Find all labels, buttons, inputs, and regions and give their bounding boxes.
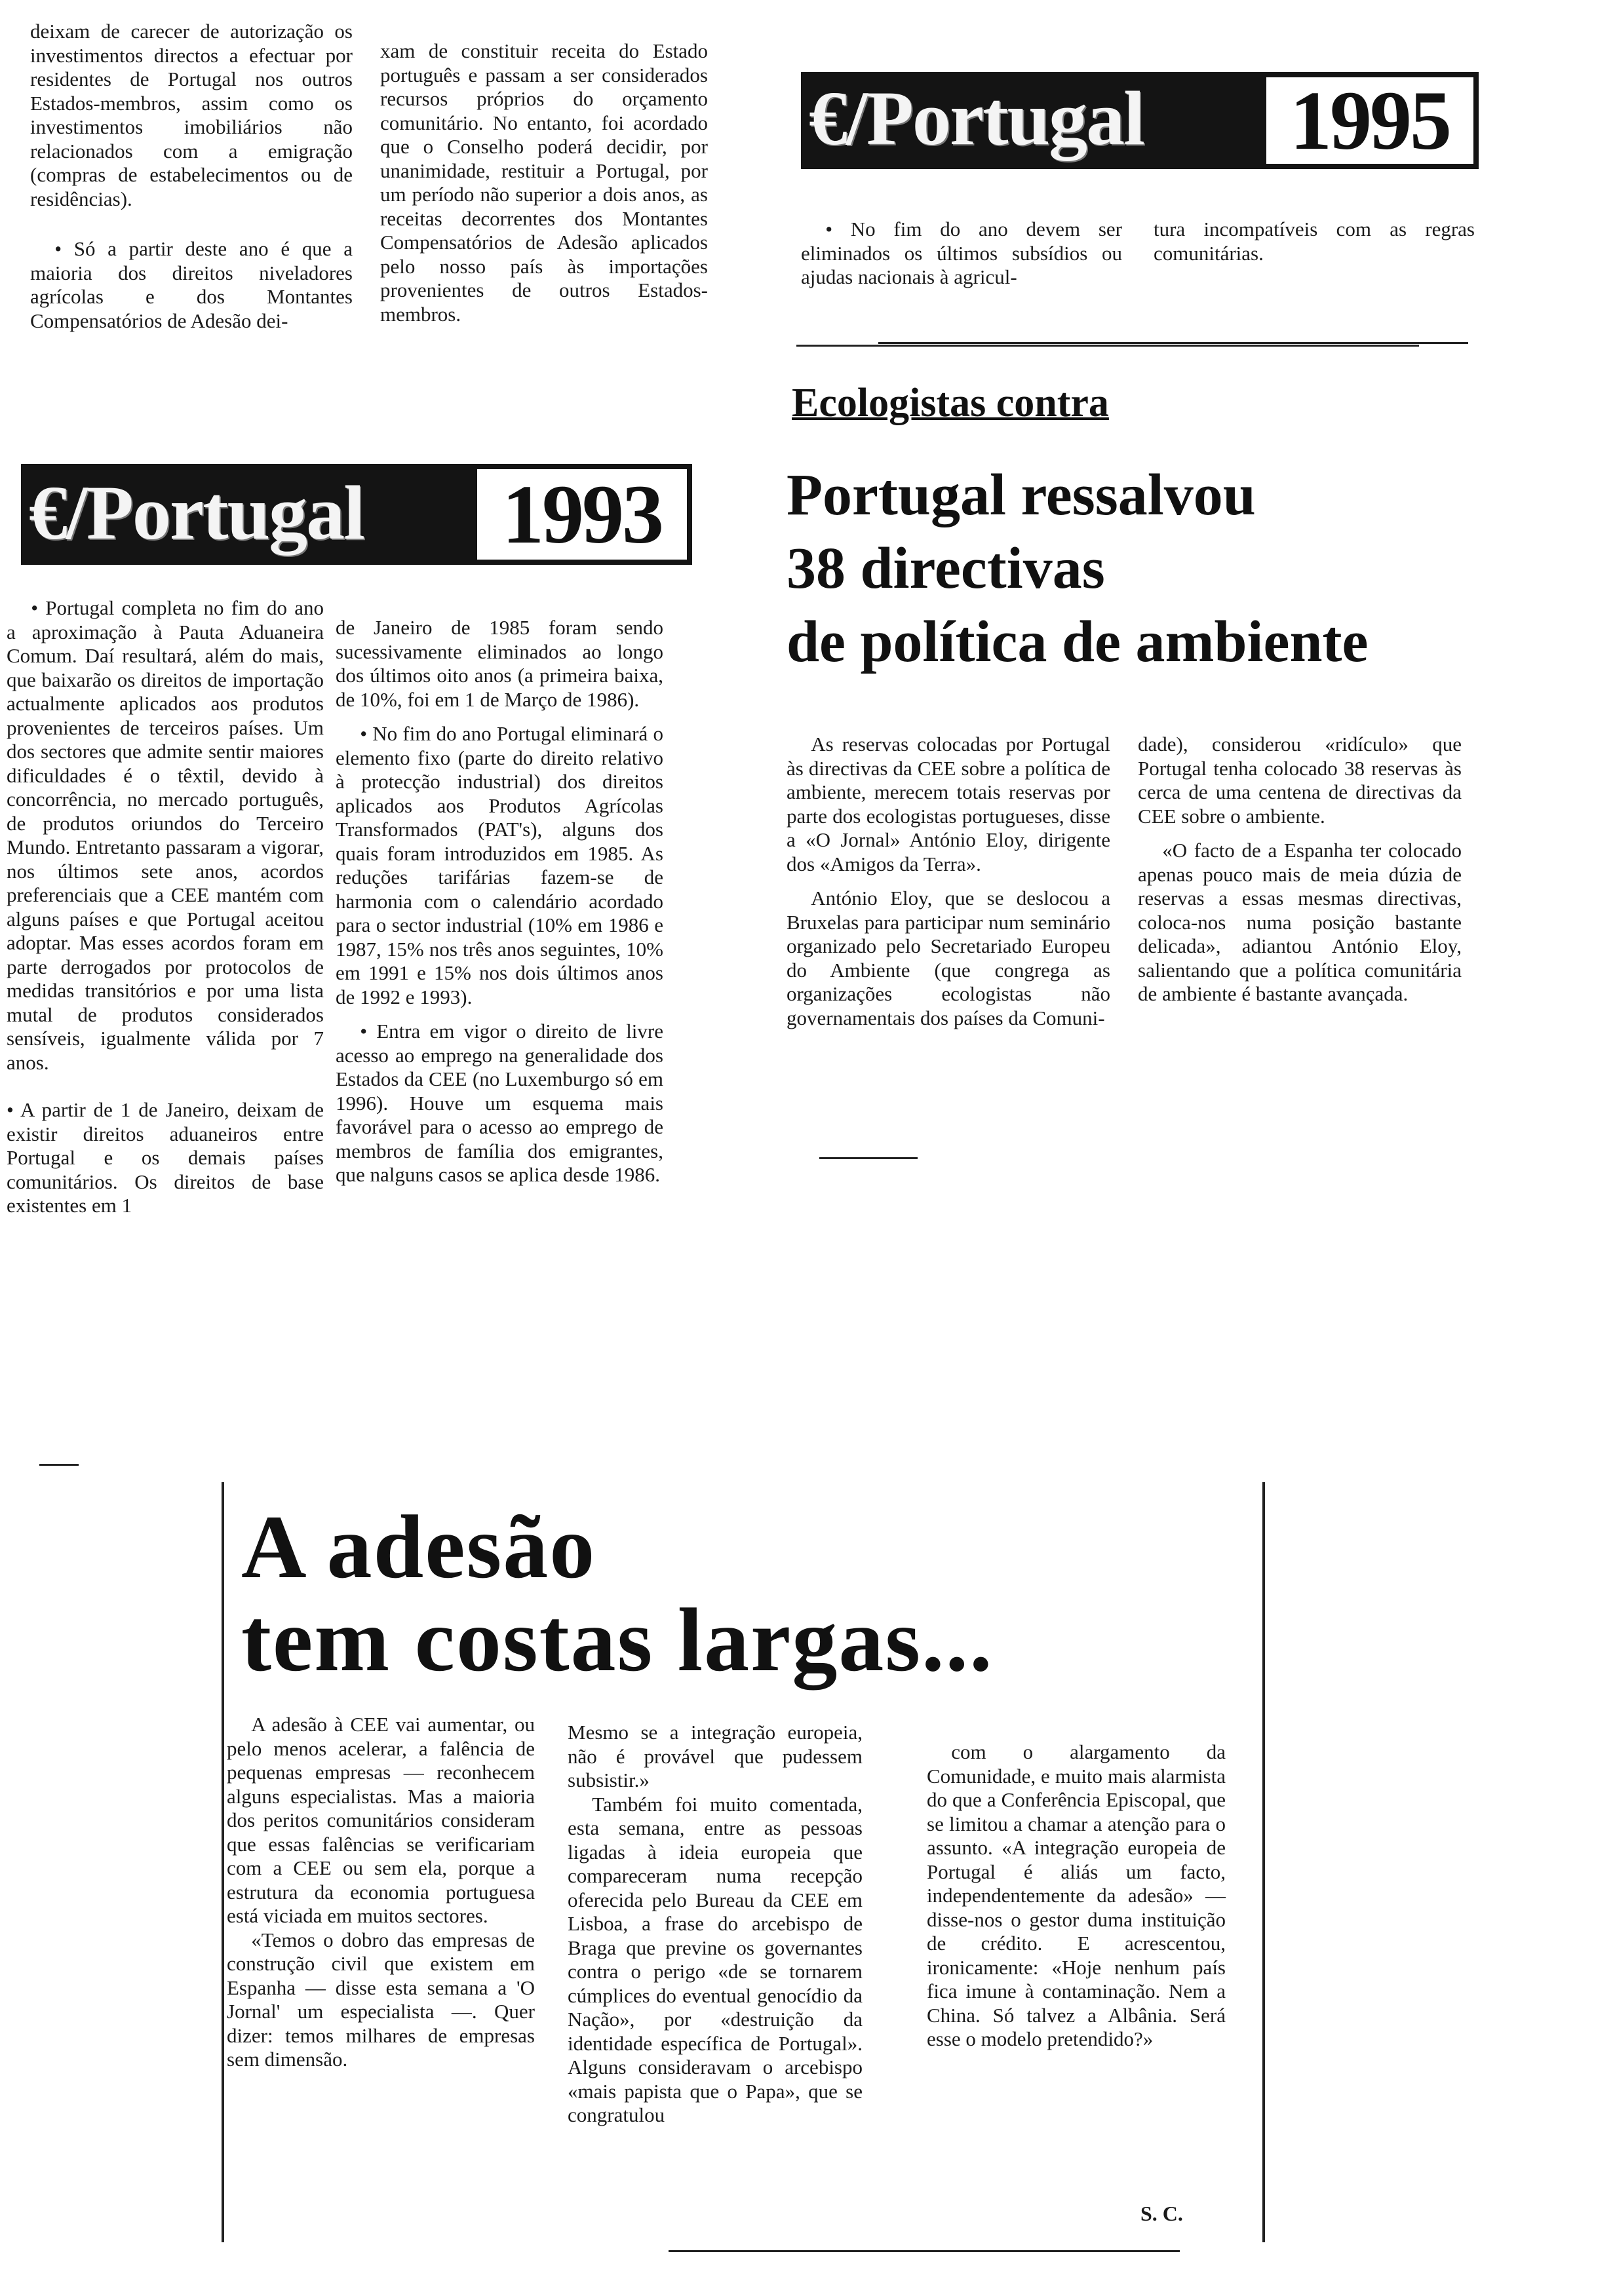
headline-line: A adesão (241, 1497, 596, 1597)
adesao-column-2 (568, 1721, 863, 2128)
divider (878, 342, 1468, 344)
paragraph: «O facto de a Espanha ter colocado apenas pouco mais de meia dúzia de reservas a essas mesmas directivas, coloca-nos numa posição bastante delicada», adiantou António Eloy, salientando que a política comunitária de ambiente é bastante avançada. (1138, 839, 1462, 1005)
paragraph: dade), considerou «ridículo» que Portugal tenha colocado 38 reservas às cerca de uma centena de directivas da CEE sobre o ambiente. (1138, 733, 1462, 828)
banner-year: 1995 (1266, 77, 1473, 164)
section-1993-column-2 (336, 616, 663, 1187)
banner-1993 (21, 464, 692, 565)
paragraph: • Só a partir deste ano é que a maioria dos direitos niveladores agrícolas e dos Montantes Compensatórios de Adesão dei- (30, 237, 353, 332)
ecologistas-column-1 (787, 733, 1110, 1030)
divider (669, 2250, 1180, 2252)
section-1995-column-2 (1154, 218, 1475, 265)
paragraph: Mesmo se a integração europeia, não é provável que pudessem subsistir.» (568, 1721, 863, 1791)
article-headline (241, 1497, 994, 1690)
top-left-column-2 (380, 39, 708, 326)
paragraph: As reservas colocadas por Portugal às directivas da CEE sobre a política de ambiente, merecem totais reservas por parte dos ecologistas portugueses, disse a «O Jornal» António Eloy, dirigente dos «Amigos da Terra». (787, 733, 1110, 875)
headline-line: de política de ambiente (787, 609, 1369, 674)
ecologistas-column-2 (1138, 733, 1462, 1006)
headline-line: tem costas largas... (241, 1590, 994, 1690)
banner-year: 1993 (477, 469, 687, 560)
divider (819, 1157, 918, 1159)
headline-line: Portugal ressalvou (787, 463, 1256, 527)
paragraph: A adesão à CEE vai aumentar, ou pelo menos acelerar, a falência de pequenas empresas — reconhecem alguns especialistas. Mas a maioria dos peritos comunitários consideram que essas falências se verificariam com a CEE ou sem ela, porque a estrutura da economia portuguesa está viciada em muitos sectores. (227, 1713, 535, 1927)
paragraph: • Entra em vigor o direito de livre acesso ao emprego na generalidade dos Estados da CEE (no Luxemburgo só em 1996). Houve um esquema mais favorável para o acesso ao emprego de membros de família dos emigrantes, que nalguns casos se aplica desde 1986. (336, 1020, 663, 1186)
paragraph: de Janeiro de 1985 foram sendo sucessivamente eliminados ao longo dos últimos oito anos (a primeira baixa, de 10%, foi em 1 de Março de 1986). (336, 616, 663, 711)
paragraph: «Temos o dobro das empresas de construção civil que existem em Espanha — disse esta semana a 'O Jornal' um especialista —. Quer dizer: temos milhares de empresas sem dimensão. (227, 1928, 535, 2071)
paragraph: tura incompatíveis com as regras comunitárias. (1154, 218, 1475, 265)
article-kicker: Ecologistas contra (792, 381, 1109, 425)
paragraph: deixam de carecer de autorização os investimentos directos a efectuar por residentes de Portugal nos outros Estados-membros, assim como os investimentos imobiliários não relacionados com a emigração (compras de estabelecimentos ou de residências). (30, 20, 353, 210)
top-left-column-1 (30, 20, 353, 333)
section-1995-column-1 (801, 218, 1122, 290)
article-headline (787, 459, 1368, 679)
section-1993-column-1 (7, 596, 324, 1218)
headline-line: 38 directivas (787, 536, 1105, 601)
signature: S. C. (1140, 2202, 1183, 2225)
paragraph: xam de constituir receita do Estado português e passam a ser considerados recursos próprios do orçamento comunitário. No entanto, foi acordado que o Conselho poderá decidir, por unanimidade, restituir a Portugal, por um período não superior a dois anos, as receitas decorrentes dos Montantes Compensatórios de Adesão aplicados pelo nosso país às importações provenientes de outros Estados-membros. (380, 39, 708, 326)
banner-brand: €/Portugal (29, 470, 364, 556)
paragraph: António Eloy, que se deslocou a Bruxelas para participar num seminário organizado pelo Secretariado Europeu do Ambiente (que congrega as organizações ecologistas não governamentais dos países da Comuni- (787, 887, 1110, 1029)
paragraph: Também foi muito comentada, esta semana, entre as pessoas ligadas à ideia europeia que compareceram numa recepção oferecida pelo Bureau da CEE em Lisboa, a frase do arcebispo de Braga que previne os governantes contra o perigo «de se tornarem cúmplices do eventual genocídio da Nação», por «destruição da identidade específica de Portugal». Alguns consideravam o arcebispo «mais papista que o Papa», que se congratulou (568, 1792, 863, 2126)
paragraph: • No fim do ano Portugal eliminará o elemento fixo (parte do direito relativo à protecção industrial) dos direitos aplicados aos Produtos Agrícolas Transformados (PAT's), alguns dos quais foram introduzidos em 1985. As reduções tarifárias fazem-se de harmonia com o calendário acordado para o sector industrial (10% em 1986 e 1987, 15% nos três anos seguintes, 10% em 1991 e 15% nos dois últimos anos de 1992 e 1993). (336, 722, 663, 1008)
adesao-column-1 (227, 1713, 535, 2072)
paragraph: • A partir de 1 de Janeiro, deixam de existir direitos aduaneiros entre Portugal e os demais países comunitários. Os direitos de base existentes em 1 (7, 1098, 324, 1217)
paragraph: • Portugal completa no fim do ano a aproximação à Pauta Aduaneira Comum. Daí resultará, além do mais, que baixarão os direitos de importação actualmente aplicados aos produtos provenientes de terceiros países. Um dos sectores que admite sentir maiores dificuldades é o têxtil, devido à concorrência, no mercado português, de produtos oriundos do Terceiro Mundo. Entretanto passaram a vigorar, nos últimos sete anos, acordos preferenciais que a CEE mantém com alguns países e que Portugal aceitou adoptar. Mas esses acordos foram em parte derrogados por protocolos de medidas transitórios e por uma lista mutal de produtos considerados sensíveis, igualmente válida por 7 anos. (7, 596, 324, 1074)
banner-brand: €/Portugal (809, 75, 1144, 161)
adesao-column-3 (927, 1740, 1226, 2052)
banner-1995 (801, 72, 1479, 169)
paragraph: com o alargamento da Comunidade, e muito mais alarmista do que a Conferência Episcopal, que se limitou a chamar a atenção para o assunto. «A integração europeia de Portugal é aliás um facto, independentemente da adesão» — disse-nos o gestor duma instituição de crédito. E acrescentou, ironicamente: «Hoje nenhum país fica imune à contaminação. Nem a China. Só talvez a Albânia. Será esse o modelo pretendido?» (927, 1740, 1226, 2050)
divider (39, 1464, 79, 1466)
paragraph: • No fim do ano devem ser eliminados os últimos subsídios ou ajudas nacionais à agricul- (801, 218, 1122, 288)
divider (796, 345, 1419, 347)
